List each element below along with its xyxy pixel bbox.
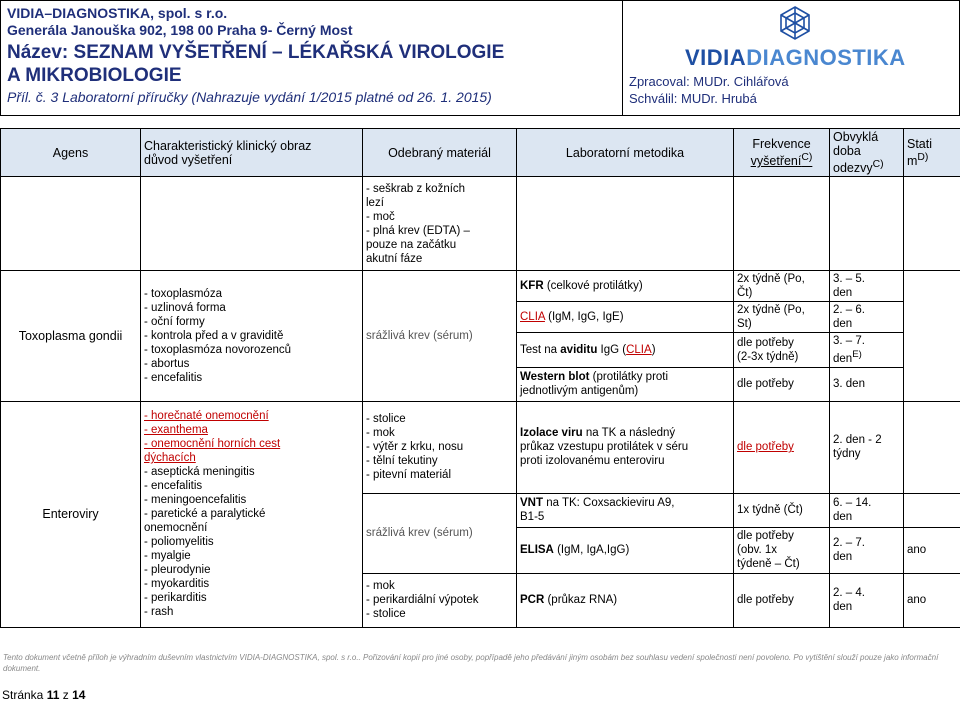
material-enteroviry-3 [363, 573, 517, 627]
col-header-response-text: odezvy [833, 161, 873, 176]
days-pcr [830, 573, 904, 627]
logo-icon [685, 5, 905, 45]
freq-line: dle potřeby [737, 530, 794, 543]
clinical-line: - encefalitis [144, 480, 203, 493]
freq-avidity [734, 333, 830, 368]
prepared-by: Zpracoval: MUDr. Cihlářová [629, 74, 789, 89]
table-cell [517, 177, 734, 271]
col-header-stat [904, 129, 960, 177]
material-line: - pitevní materiál [366, 469, 452, 482]
days-clia [830, 302, 904, 333]
method-avidity-mid: IgG ( [597, 344, 627, 357]
days-line: 3. – 5. [833, 273, 865, 286]
table-cell [904, 177, 960, 271]
company-logo [685, 5, 906, 70]
material-line: - mok [366, 427, 395, 440]
clinical-line: - kontrola před a v graviditě [144, 330, 284, 343]
method-avidity-name: aviditu [560, 344, 598, 357]
document-title-line2: A MIKROBIOLOGIE [7, 65, 182, 86]
table-cell [734, 177, 830, 271]
col-header-clinical-line1: Charakteristický klinický obraz [144, 138, 312, 153]
method-virus-isolation [517, 401, 734, 493]
stat-pcr: ano [904, 573, 960, 627]
col-header-stat-line1: Stati [907, 137, 933, 151]
company-name: VIDIA–DIAGNOSTIKA, spol. s r.o. [7, 5, 228, 21]
clinical-line: - aseptická meningitis [144, 466, 255, 479]
days-line: 2. den - 2 [833, 434, 882, 447]
page-total: 14 [72, 688, 86, 702]
freq-vnt: 1x týdně (Čt) [734, 493, 830, 527]
days-vnt [830, 493, 904, 527]
method-clia [517, 302, 734, 333]
days-sup: E) [852, 349, 862, 361]
clinical-line: - rash [144, 606, 174, 619]
page-number [2, 688, 85, 702]
clinical-link[interactable]: - exanthema [144, 424, 208, 437]
logo-text-light: DIAGNOSTIKA [746, 45, 906, 70]
header-left [1, 1, 623, 115]
method-western-blot-name: Western blot [520, 371, 590, 384]
clinical-link[interactable]: - horečnaté onemocnění [144, 410, 269, 423]
company-address: Generála Janouška 902, 198 00 Praha 9- Černý Most [7, 22, 353, 38]
method-avidity-clia: CLIA [626, 344, 652, 357]
approval-block [629, 73, 789, 107]
material-line: - stolice [366, 413, 406, 426]
clinical-line: - oční formy [144, 316, 205, 329]
method-clia-detail: (IgM, IgG, IgE) [544, 311, 624, 324]
freq-elisa [734, 527, 830, 573]
method-isolation-detail: na TK a následný [582, 427, 676, 440]
method-isolation-line2: průkaz vzestupu protilátek v séru [520, 441, 689, 454]
table-header-row [1, 129, 960, 177]
method-vnt-detail: na TK: Coxsackieviru A9, [543, 497, 675, 510]
clinical-line: - pleurodynie [144, 564, 211, 577]
clinical-line: - uzlinová forma [144, 302, 226, 315]
method-elisa [517, 527, 734, 573]
col-header-frequency-text: vyšetření [750, 154, 802, 169]
col-header-response-line3 [833, 158, 900, 175]
material-line: - tělní tekutiny [366, 455, 438, 468]
col-header-clinical-line2: důvod vyšetření [144, 152, 233, 167]
table-row [1, 271, 960, 302]
days-virus-isolation [830, 401, 904, 493]
freq-line: 2x týdně (Po, [737, 304, 805, 317]
col-header-stat-sup: D) [917, 152, 929, 163]
col-header-response [830, 129, 904, 177]
days-line: den [833, 601, 853, 614]
freq-western-blot: dle potřeby [734, 367, 830, 401]
days-line: den [833, 511, 853, 524]
table-cell [904, 493, 960, 527]
clinical-toxoplasma [141, 271, 363, 402]
document-header [0, 0, 960, 116]
material-line: - moč [366, 210, 395, 223]
days-line [833, 348, 900, 366]
col-header-frequency [734, 129, 830, 177]
method-isolation-line3: proti izolovanému enteroviru [520, 455, 665, 468]
agens-enteroviry: Enteroviry [1, 401, 141, 627]
document-subtitle: Příl. č. 3 Laboratorní příručky (Nahrazuje vydání 1/2015 platné od 26. 1. 2015) [7, 89, 492, 105]
freq-line: (obv. 1x [737, 544, 778, 557]
clinical-line: - myokarditis [144, 578, 210, 591]
method-avidity [517, 333, 734, 368]
table-cell [904, 401, 960, 493]
freq-line: (2-3x týdně) [737, 351, 799, 364]
agens-toxoplasma: Toxoplasma gondii [1, 271, 141, 402]
clinical-link[interactable]: - onemocnění horních cest [144, 438, 281, 451]
method-western-blot-line2: jednotlivým antigenům) [520, 385, 639, 398]
logo-text [685, 45, 925, 71]
clinical-line: - encefalitis [144, 372, 203, 385]
days-avidity [830, 333, 904, 368]
freq-line: týdeně – Čt) [737, 558, 800, 571]
col-header-response-line1: Obvyklá [833, 130, 879, 144]
freq-virus-isolation[interactable] [734, 401, 830, 493]
table-cell [1, 177, 141, 271]
col-header-frequency-line2 [737, 151, 826, 168]
method-avidity-prefix: Test na [520, 344, 561, 357]
page-mid: z [59, 688, 73, 702]
clinical-line: - toxoplasmóza novorozenců [144, 344, 292, 357]
col-header-clinical [141, 129, 363, 177]
document-title [7, 41, 616, 87]
material-line: - výtěr z krku, nosu [366, 441, 464, 454]
col-header-frequency-line1: Frekvence [752, 137, 811, 151]
clinical-link[interactable]: dýchacích [144, 452, 196, 465]
material-line: - seškrab z kožních [366, 182, 466, 195]
freq-link[interactable]: dle potřeby [737, 441, 794, 454]
material-cell [363, 177, 517, 271]
document-title-line1: Název: SEZNAM VYŠETŘENÍ – LÉKAŘSKÁ VIROLOGIE [7, 42, 505, 63]
material-line: - stolice [366, 608, 406, 621]
material-line: lezí [366, 196, 384, 209]
col-header-stat-line2 [907, 151, 957, 168]
days-line: týdny [833, 448, 861, 461]
material-line: pouze na začátku [366, 238, 457, 251]
clinical-enteroviry [141, 401, 363, 627]
col-header-response-sup: C) [872, 159, 884, 170]
method-vnt [517, 493, 734, 527]
table-row [1, 177, 960, 271]
method-clia-name: CLIA [520, 311, 545, 324]
days-line: 2. – 6. [833, 304, 865, 317]
days-line: den [833, 551, 853, 564]
clinical-line: - paretické a paralytické [144, 508, 266, 521]
method-pcr-detail: (průkaz RNA) [544, 594, 618, 607]
stat-elisa: ano [904, 527, 960, 573]
material-enteroviry-2: srážlivá krev (sérum) [363, 493, 517, 573]
days-western-blot: 3. den [830, 367, 904, 401]
method-pcr [517, 573, 734, 627]
examination-table [0, 128, 960, 628]
col-header-frequency-sup: C) [801, 152, 813, 163]
clinical-line: - toxoplasmóza [144, 288, 222, 301]
method-western-blot-detail: (protilátky proti [589, 371, 669, 384]
col-header-agens: Agens [1, 129, 141, 177]
method-vnt-name: VNT [520, 497, 543, 510]
method-kfr-detail: (celkové protilátky) [543, 280, 643, 293]
clinical-line: onemocnění [144, 522, 208, 535]
method-vnt-line2: B1-5 [520, 511, 545, 524]
approved-by: Schválil: MUDr. Hrubá [629, 91, 757, 106]
method-avidity-suffix: ) [651, 344, 656, 357]
method-western-blot [517, 367, 734, 401]
logo-text-dark: VIDIA [685, 45, 747, 70]
col-header-response-line2: doba [833, 144, 861, 158]
material-line: - perikardiální výpotek [366, 594, 479, 607]
page-prefix: Stránka [2, 688, 47, 702]
days-line: 2. – 7. [833, 537, 865, 550]
material-enteroviry-1 [363, 401, 517, 493]
method-kfr-name: KFR [520, 280, 544, 293]
clinical-line: - abortus [144, 358, 190, 371]
table-row [1, 401, 960, 493]
method-elisa-detail: (IgM, IgA,IgG) [553, 544, 630, 557]
days-text: den [833, 352, 853, 365]
days-kfr [830, 271, 904, 302]
header-right [623, 1, 959, 115]
material-line: - mok [366, 580, 395, 593]
material-line: - plná krev (EDTA) – [366, 224, 470, 237]
material-toxoplasma: srážlivá krev (sérum) [363, 271, 517, 402]
freq-kfr [734, 271, 830, 302]
method-kfr [517, 271, 734, 302]
copyright-note: Tento dokument včetně příloh je výhradním duševním vlastnictvím VIDIA-DIAGNOSTIKA, spol. s r.o.. Pořizování kopií pro jiné osoby, popřípadě jeho předávání jiným osobám bez souhlasu vedení společnosti není povoleno. Po vytištění slouží pouze jako informační dokument. [3, 653, 939, 673]
page-current: 11 [46, 688, 60, 702]
days-line: 6. – 14. [833, 497, 872, 510]
freq-clia [734, 302, 830, 333]
freq-line: Čt) [737, 287, 753, 300]
freq-pcr: dle potřeby [734, 573, 830, 627]
freq-line: dle potřeby [737, 337, 794, 350]
clinical-line: - myalgie [144, 550, 191, 563]
freq-line: 2x týdně (Po, [737, 273, 805, 286]
table-cell [141, 177, 363, 271]
freq-line: St) [737, 318, 752, 331]
method-isolation-name: Izolace viru [520, 427, 583, 440]
days-line: 3. – 7. [833, 335, 865, 348]
method-elisa-name: ELISA [520, 544, 554, 557]
days-line: den [833, 287, 853, 300]
days-elisa [830, 527, 904, 573]
clinical-line: - poliomyelitis [144, 536, 214, 549]
table-cell [904, 271, 960, 402]
clinical-line: - perikarditis [144, 592, 207, 605]
col-header-method: Laboratorní metodika [517, 129, 734, 177]
clinical-line: - meningoencefalitis [144, 494, 247, 507]
days-line: den [833, 318, 853, 331]
col-header-material: Odebraný materiál [363, 129, 517, 177]
col-header-stat-text: m [907, 154, 918, 169]
method-pcr-name: PCR [520, 594, 545, 607]
material-line: akutní fáze [366, 252, 423, 265]
table-cell [830, 177, 904, 271]
days-line: 2. – 4. [833, 587, 865, 600]
